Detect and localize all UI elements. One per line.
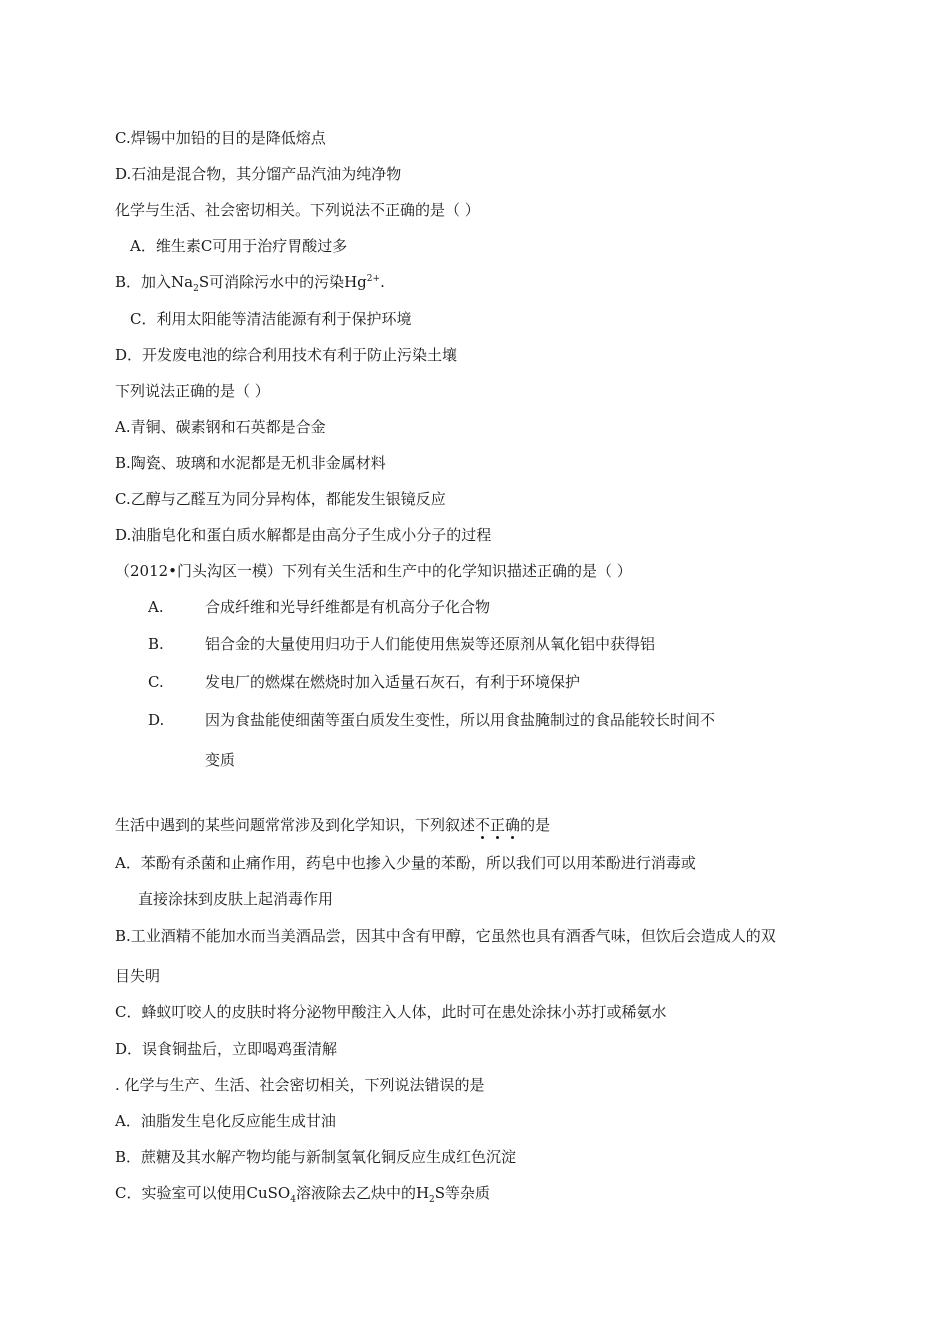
q2-option-a: A.青铜、碳素钢和石英都是合金 [115, 418, 326, 436]
q4-option-b-continuation: 目失明 [115, 967, 161, 985]
q3-option-a-text: 合成纤维和光导纤维都是有机高分子化合物 [205, 598, 491, 616]
q2-option-d: D.油脂皂化和蛋白质水解都是由高分子生成小分子的过程 [115, 526, 492, 544]
q5-option-c: C．实验室可以使用CuSO$_4$溶液除去乙炔中的$H_2S$等杂质 [115, 1184, 491, 1205]
q4-option-a-continuation: 直接涂抹到皮肤上起消毒作用 [138, 890, 334, 908]
q3-option-b-text: 铝合金的大量使用归功于人们能使用焦炭等还原剂从氧化铝中获得铝 [205, 635, 656, 653]
q3-option-c-label: C. [148, 673, 164, 691]
q4-option-a: A．苯酚有杀菌和止痛作用，药皂中也掺入少量的苯酚，所以我们可以用苯酚进行消毒或 [115, 854, 696, 872]
question-stem-3: （2012•门头沟区一模）下列有关生活和生产中的化学知识描述正确的是（ ） [115, 562, 632, 580]
q4-option-c: C．蜂蚁叮咬人的皮肤时将分泌物甲酸注入人体，此时可在患处涂抹小苏打或稀氨水 [115, 1003, 667, 1021]
q1-option-d: D．开发废电池的综合利用技术有利于防止污染土壤 [115, 346, 458, 364]
q3-option-a-label: A. [148, 598, 164, 616]
question-stem-1: 化学与生活、社会密切相关。下列说法不正确的是（ ） [115, 201, 480, 219]
q1-option-c: C．利用太阳能等清洁能源有利于保护环境 [130, 310, 412, 328]
q2-option-c: C.乙醇与乙醛互为同分异构体，都能发生银镜反应 [115, 490, 446, 508]
question-stem-2: 下列说法正确的是（ ） [115, 382, 270, 400]
question-stem-5: . 化学与生产、生活、社会密切相关，下列说法错误的是 [115, 1076, 485, 1094]
q1-option-b: B．加入$Na_2S$可消除污水中的污染$Hg^{2+}$. [115, 273, 385, 294]
question-stem-4: 生活中遇到的某些问题常常涉及到化学知识，下列叙述不正确的是 [115, 816, 551, 834]
option-c-solder: C.焊锡中加铅的目的是降低熔点 [115, 129, 326, 147]
q3-option-b-label: B. [148, 635, 164, 653]
q3-option-d-text: 因为食盐能使细菌等蛋白质发生变性，所以用食盐腌制过的食品能较长时间不 [205, 711, 716, 729]
q4-option-d: D．误食铜盐后，立即喝鸡蛋清解 [115, 1040, 338, 1058]
q1-option-a: A．维生素C可用于治疗胃酸过多 [130, 237, 348, 255]
q2-option-b: B.陶瓷、玻璃和水泥都是无机非金属材料 [115, 454, 386, 472]
q3-option-d-label: D. [148, 711, 165, 729]
option-d-petroleum: D.石油是混合物，其分馏产品汽油为纯净物 [115, 165, 402, 183]
q4-option-b: B.工业酒精不能加水而当美酒品尝，因其中含有甲醇，它虽然也具有酒香气味，但饮后会造成人的双 [115, 927, 776, 945]
q3-option-c-text: 发电厂的燃煤在燃烧时加入适量石灰石，有利于环境保护 [205, 673, 581, 691]
q5-option-a: A．油脂发生皂化反应能生成甘油 [115, 1112, 336, 1130]
q3-option-d-continuation: 变质 [205, 751, 236, 769]
q5-option-b: B．蔗糖及其水解产物均能与新制氢氧化铜反应生成红色沉淀 [115, 1148, 517, 1166]
